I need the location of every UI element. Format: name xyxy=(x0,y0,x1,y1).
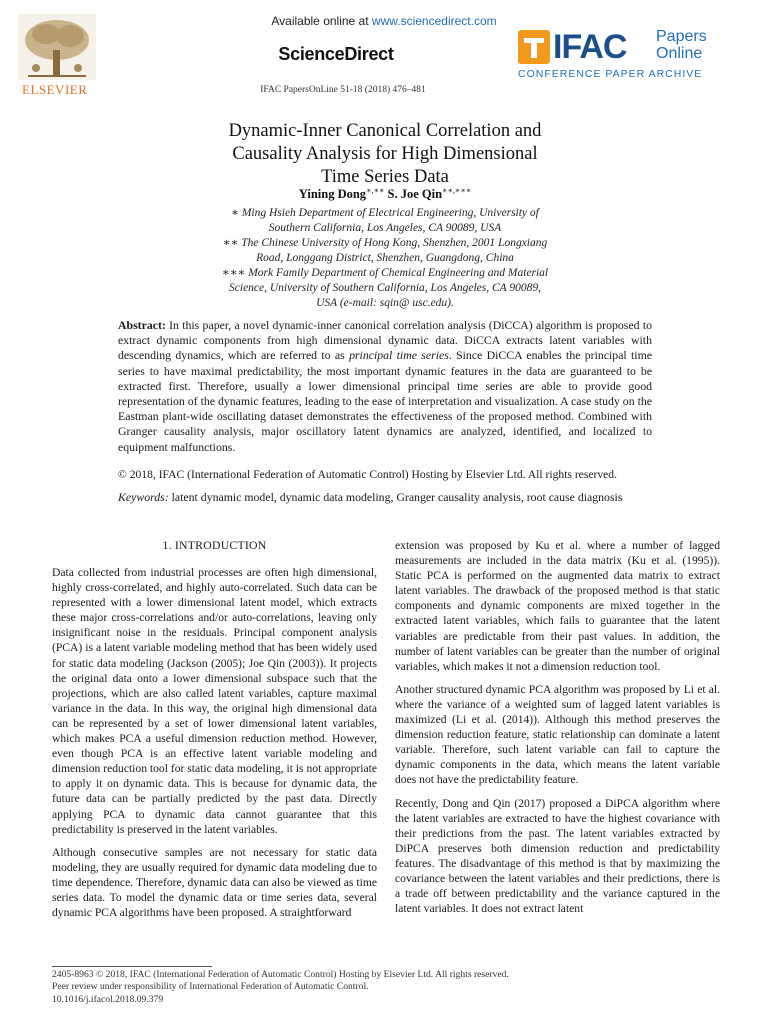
author-2-affil-mark: ∗∗,∗∗∗ xyxy=(442,186,472,195)
paper-title xyxy=(100,120,670,189)
ifac-online-label: Online xyxy=(656,45,703,62)
availability-line xyxy=(0,14,768,28)
author-1-affil-mark: ∗,∗∗ xyxy=(366,186,385,195)
right-column xyxy=(395,538,720,924)
ifac-papers-online xyxy=(656,28,707,62)
section-heading-introduction: 1. INTRODUCTION xyxy=(162,538,267,552)
left-column xyxy=(52,538,377,928)
affiliation-line: ∗∗∗ Mork Family Department of Chemical Engineering and Material xyxy=(221,267,549,279)
footer-doi[interactable]: 10.1016/j.ifacol.2018.09.379 xyxy=(52,993,164,1005)
affiliations xyxy=(150,206,620,311)
journal-citation: IFAC PapersOnLine 51-18 (2018) 476–481 xyxy=(260,85,426,95)
author-2: S. Joe Qin xyxy=(387,187,443,202)
title-line-3: Time Series Data xyxy=(321,167,449,187)
abstract-label: Abstract: xyxy=(118,318,166,332)
keywords xyxy=(118,490,652,505)
affiliation-line: Science, University of Southern California, Los Angeles, CA 90089, xyxy=(229,282,541,294)
affiliation-line: Road, Longgang District, Shenzhen, Guangdong, China xyxy=(256,252,514,264)
affiliation-line: Southern California, Los Angeles, CA 90089, USA xyxy=(268,222,502,234)
body-paragraph: extension was proposed by Ku et al. where a number of lagged measurements are included in the data matrix (Ku et al. (1995)). Static PCA is performed on the augmented data matrix to extract latent variables. The drawback of the proposed method is that static components and dynamic components are mixed together in the extracted latent variables, which fails to guarantee that the latent variables are predictable from their past values. In addition, the number of latent variables can be greater than the number of original variables, which makes it not a dimension reduction tool. xyxy=(395,539,720,673)
abstract-emphasis: principal time series xyxy=(349,348,449,363)
footer-divider xyxy=(52,966,212,967)
body-paragraph: Recently, Dong and Qin (2017) proposed a DiPCA algorithm where the latent variables are extracted to have the highest covariance with their predictions from the past. The latent variables extracted by DiPCA preserves both dimension reduction and predictability features. The disadvantage of this method is that by maximizing the covariance between the latent variables and their predictions, there is a trade off between predictability and the variance captured in the latent variables. It does not extract latent xyxy=(395,796,720,916)
ifac-emblem-icon xyxy=(518,30,550,64)
author-list xyxy=(100,186,670,202)
keywords-label: Keywords: xyxy=(118,490,169,504)
ifac-archive-tagline: CONFERENCE PAPER ARCHIVE xyxy=(518,68,703,80)
sciencedirect-link[interactable]: www.sciencedirect.com xyxy=(371,14,497,28)
footer-notice xyxy=(52,969,509,1006)
author-1: Yining Dong xyxy=(298,187,367,202)
publisher-name: ELSEVIER xyxy=(22,82,88,97)
body-paragraph: Another structured dynamic PCA algorithm was proposed by Li et al. where the variance of a weighted sum of lagged latent variables is maximized (Li et al. (2014)). Although this method preserves the dimension reduction feature, static relationship can dominate a latent variable. Therefore, such latent variable can fail to capture the dynamic components in the data, which means the latent variable does not have the predictability feature. xyxy=(395,682,720,787)
abstract-text-a: In this paper, a novel dynamic-inner canonical correlation analysis (DiCCA) algorithm is proposed to extract dynamic components from high dimensional dynamic data. DiCCA extracts latent variables with descending dynamics, which are referred to as xyxy=(118,318,652,363)
affiliation-line: ∗∗ The Chinese University of Hong Kong, Shenzhen, 2001 Longxiang xyxy=(222,237,548,249)
title-line-2: Causality Analysis for High Dimensional xyxy=(232,144,538,164)
footer-issn-line: 2405-8963 © 2018, IFAC (International Federation of Automatic Control) Hosting by Elsevier Ltd. All rights reserved. xyxy=(52,969,509,980)
copyright-notice: © 2018, IFAC (International Federation of Automatic Control) Hosting by Elsevier Ltd. All rights reserved. xyxy=(118,468,617,481)
body-paragraph: Although consecutive samples are not necessary for static data modeling, they are usually required for dynamic data modeling due to time dependence. Therefore, dynamic data can also be viewed as time series data. To model the dynamic data or time series data, several dynamic PCA algorithms have been proposed. A straightforward xyxy=(52,845,377,920)
ifac-wordmark: IFAC xyxy=(553,28,627,66)
keywords-text: latent dynamic model, dynamic data modeling, Granger causality analysis, root cause diagnosis xyxy=(168,490,623,504)
ifac-papers-label: Papers xyxy=(656,28,707,45)
abstract-text-b: . Since DiCCA enables the principal time series to have maximal predictability, the most important dynamic features in the data are guaranteed to be extracted first. Therefore, usually a lower dimensional principal time series are able to provide good representation of the dynamic features, leading to the ease of interpretation and visualization. A case study on the Eastman plant-wide oscillating dataset demonstrates the effectiveness of the proposed method. Combined with Granger causality analysis, major oscillatory latent dynamics are analyzed, identified, and localized to equipment malfunctions. xyxy=(118,348,652,454)
title-line-1: Dynamic-Inner Canonical Correlation and xyxy=(228,121,542,141)
affiliation-line: USA (e-mail: sqin@ usc.edu). xyxy=(316,297,454,309)
sciencedirect-brand[interactable]: ScienceDirect xyxy=(278,44,394,64)
footer-peer-review-line: Peer review under responsibility of International Federation of Automatic Control. xyxy=(52,981,369,993)
abstract xyxy=(118,318,652,455)
body-paragraph: Data collected from industrial processes are often high dimensional, highly cross-correlated, and highly auto-correlated. Such data can be represented with a lower dimensional latent model, which extracts these major cross-correlations and/or auto-correlations, leaving only insignificant noise in the residuals. Principal component analysis (PCA) is a latent variable modeling method that has been widely used for static data modeling (Jackson (2005); Joe Qin (2003)). It projects the original data onto a lower dimensional subspace such that the projections, which are also called latent variables, capture maximal variance in the data. In this way, the original high dimensional data can be represented by a set of lower dimensional latent variables, which makes PCA a useful dimension reduction method. However, even though PCA is an effective latent variable modeling and dimension reduction tool for static data modeling, it is not appropriate to apply it on dynamic data. This is because for dynamic data, the future data can be partially predicted by the past data. Directly applying PCA to dynamic data cannot guarantee that this predictability is preserved in the latent variables. xyxy=(52,566,377,836)
affiliation-line: ∗ Ming Hsieh Department of Electrical Engineering, University of xyxy=(231,207,539,219)
availability-prefix: Available online at xyxy=(271,14,372,28)
